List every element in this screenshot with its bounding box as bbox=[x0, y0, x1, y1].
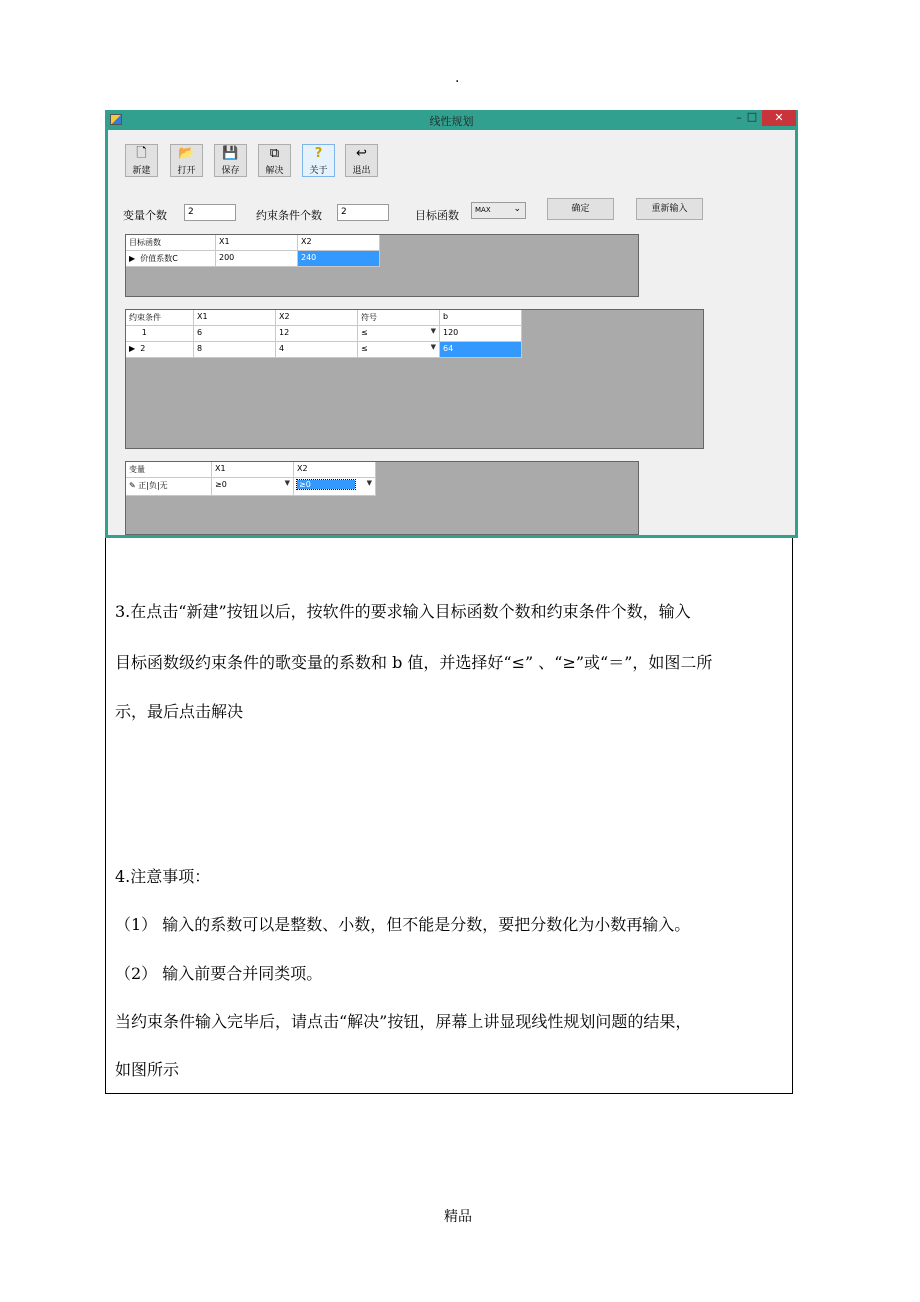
objective-grid bbox=[125, 234, 639, 297]
app-window bbox=[105, 110, 798, 538]
variable-grid bbox=[125, 461, 639, 535]
constraint-cell-x2[interactable]: 12 bbox=[276, 326, 358, 342]
table-row-header bbox=[126, 326, 194, 342]
header-mark: . bbox=[455, 70, 460, 86]
objective-header-x1: X1 bbox=[216, 235, 298, 251]
open-button-label: 打开 bbox=[177, 166, 196, 176]
reset-button[interactable]: 重新输入 bbox=[636, 198, 703, 220]
exit-icon: ↩ bbox=[356, 146, 367, 161]
pencil-icon: ✎ bbox=[129, 481, 136, 490]
constraint-header-name: 约束条件 bbox=[126, 310, 194, 326]
solve-button[interactable] bbox=[258, 144, 291, 177]
variable-row-header bbox=[126, 478, 212, 496]
window-title: 线性规划 bbox=[429, 115, 474, 128]
about-button[interactable] bbox=[302, 144, 335, 177]
paragraph-4-title: 4.注意事项： bbox=[115, 867, 211, 886]
variable-x1-value: ≥0 bbox=[215, 480, 227, 489]
constraint-cell-x1[interactable]: 6 bbox=[194, 326, 276, 342]
constraint-count-input[interactable]: 2 bbox=[337, 204, 389, 221]
variable-header-name: 变量 bbox=[126, 462, 212, 478]
paragraph-3-line-2: 目标函数级约束条件的歌变量的系数和 b 值，并选择好“≤” 、“≥”或“＝”，如图二所 bbox=[115, 653, 713, 672]
current-row-icon: ▶ bbox=[129, 254, 136, 263]
objective-header-x2: X2 bbox=[298, 235, 380, 251]
about-button-label: 关于 bbox=[309, 166, 328, 176]
objective-select-value: MAX bbox=[475, 206, 491, 214]
paragraph-3-line-3: 示，最后点击解决 bbox=[115, 702, 244, 721]
objective-row-header bbox=[126, 251, 216, 267]
constraint-sign-dropdown[interactable] bbox=[358, 326, 440, 342]
new-button[interactable] bbox=[125, 144, 158, 177]
objective-cell-x1[interactable]: 200 bbox=[216, 251, 298, 267]
objective-label: 目标函数 bbox=[415, 209, 459, 222]
objective-cell-x2[interactable]: 240 bbox=[298, 251, 380, 267]
objective-select[interactable] bbox=[471, 202, 526, 219]
constraint-cell-b[interactable]: 64 bbox=[440, 342, 522, 358]
var-count-input[interactable]: 2 bbox=[184, 204, 236, 221]
variable-header-x2: X2 bbox=[294, 462, 376, 478]
window-client bbox=[108, 130, 795, 535]
paragraph-4-item-1: （1） 输入的系数可以是整数、小数，但不能是分数，要把分数化为小数再输入。 bbox=[115, 915, 691, 934]
open-button[interactable] bbox=[170, 144, 203, 177]
constraint-header-x2: X2 bbox=[276, 310, 358, 326]
exit-button-label: 退出 bbox=[352, 166, 371, 176]
chevron-down-icon: ▼ bbox=[430, 343, 436, 351]
minimize-button[interactable]: – bbox=[736, 111, 742, 124]
file-new-icon: 🗋 bbox=[136, 146, 147, 161]
constraint-grid bbox=[125, 309, 704, 449]
table-row-header bbox=[126, 342, 194, 358]
save-button-label: 保存 bbox=[221, 166, 240, 176]
constraint-sign-dropdown[interactable] bbox=[358, 342, 440, 358]
variable-row-label: 正|负|无 bbox=[138, 481, 168, 490]
sign-value: ≤ bbox=[361, 328, 368, 337]
constraint-header-sign: 符号 bbox=[358, 310, 440, 326]
save-icon: 💾 bbox=[222, 146, 239, 161]
paragraph-3-line-1: 3.在点击“新建”按钮以后，按软件的要求输入目标函数个数和约束条件个数，输入 bbox=[115, 602, 691, 621]
chevron-down-icon: ▼ bbox=[284, 479, 290, 487]
new-button-label: 新建 bbox=[132, 166, 151, 176]
variable-header-x1: X1 bbox=[212, 462, 294, 478]
objective-row-label: 价值系数C bbox=[140, 254, 178, 263]
constraint-header-b: b bbox=[440, 310, 522, 326]
constraint-cell-x1[interactable]: 8 bbox=[194, 342, 276, 358]
maximize-button[interactable]: □ bbox=[746, 110, 758, 123]
solve-button-label: 解决 bbox=[265, 166, 284, 176]
constraint-header-x1: X1 bbox=[194, 310, 276, 326]
current-row-icon: ▶ bbox=[129, 344, 136, 353]
paragraph-4-line-1: 当约束条件输入完毕后，请点击“解决”按钮，屏幕上讲显现线性规划问题的结果， bbox=[115, 1012, 692, 1031]
variable-x1-dropdown[interactable] bbox=[212, 478, 294, 496]
help-icon: ? bbox=[314, 146, 323, 161]
chevron-down-icon: ▼ bbox=[430, 327, 436, 335]
exit-button[interactable] bbox=[345, 144, 378, 177]
chevron-down-icon: ⌄ bbox=[513, 204, 521, 214]
var-count-label: 变量个数 bbox=[123, 209, 167, 222]
paragraph-4-line-2: 如图所示 bbox=[115, 1060, 180, 1079]
solve-icon: ⧉ bbox=[269, 146, 280, 161]
constraint-cell-x2[interactable]: 4 bbox=[276, 342, 358, 358]
save-button[interactable] bbox=[214, 144, 247, 177]
row-id: 1 bbox=[141, 328, 147, 337]
constraint-cell-b[interactable]: 120 bbox=[440, 326, 522, 342]
title-bar bbox=[105, 110, 798, 130]
paragraph-4-item-2: （2） 输入前要合并同类项。 bbox=[115, 964, 323, 983]
folder-open-icon: 📂 bbox=[178, 146, 195, 161]
close-button[interactable]: ✕ bbox=[762, 110, 796, 126]
chevron-down-icon: ▼ bbox=[366, 479, 372, 487]
row-id: 2 bbox=[140, 344, 146, 353]
objective-header-name: 目标函数 bbox=[126, 235, 216, 251]
variable-x2-dropdown[interactable] bbox=[294, 478, 376, 496]
constraint-count-label: 约束条件个数 bbox=[256, 209, 322, 222]
variable-x2-value: ≥0 bbox=[297, 480, 355, 489]
confirm-button[interactable]: 确定 bbox=[547, 198, 614, 220]
sign-value: ≤ bbox=[361, 344, 368, 353]
footer-text: 精品 bbox=[444, 1209, 472, 1225]
